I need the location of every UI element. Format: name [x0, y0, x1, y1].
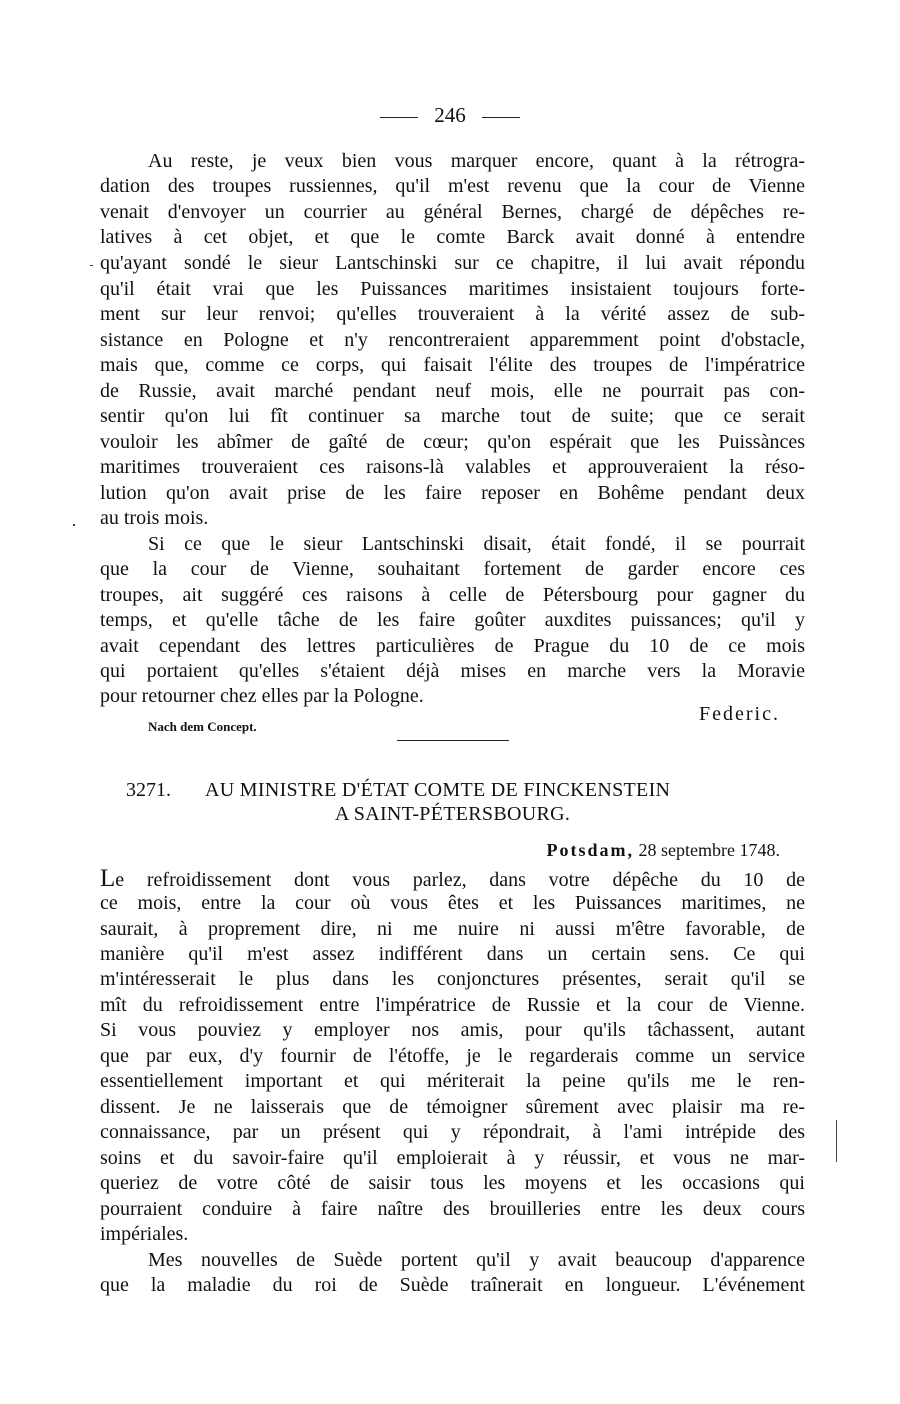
- text-line: dissent. Je ne laisserais que de témoigner sûrement avec plaisir ma re-: [100, 1096, 805, 1118]
- signature: Federic.: [699, 703, 780, 725]
- text-line: qui portaient qu'elles s'étaient déjà mises en marche vers la Moravie: [100, 660, 805, 682]
- margin-mark: [836, 1120, 837, 1162]
- text-line: qu'ayant sondé le sieur Lantschinski sur ce chapitre, il lui avait répondu: [100, 252, 805, 274]
- text-line: saurait, à proprement dire, ni me nuire ni aussi m'être favorable, de: [100, 918, 805, 940]
- text-line: Si ce que le sieur Lantschinski disait, était fondé, il se pourrait: [148, 533, 805, 555]
- source-note: Nach dem Concept.: [148, 719, 257, 734]
- text-line: Mes nouvelles de Suède portent qu'il y avait beaucoup d'apparence: [148, 1249, 805, 1271]
- text-line: soins et du savoir-faire qu'il emploierait à y réussir, et vous ne mar-: [100, 1147, 805, 1169]
- drop-capital: L: [100, 865, 116, 892]
- text-line: avait cependant des lettres particulières de Prague du 10 de ce mois: [100, 635, 805, 657]
- text-line: qu'il était vrai que les Puissances maritimes insistaient toujours forte-: [100, 278, 805, 300]
- text-line: maritimes trouveraient ces raisons-là valables et approuveraient la réso-: [100, 456, 805, 478]
- text-line: ment sur leur renvoi; qu'elles trouveraient à la vérité assez de sub-: [100, 303, 805, 325]
- text-line: connaissance, par un présent qui y répondrait, à l'ami intrépide des: [100, 1121, 805, 1143]
- text-line-rest: e refroidissement dont vous parlez, dans votre dépêche du 10 de: [115, 869, 805, 891]
- text-line: sistance en Pologne et n'y rencontreraient apparemment point d'obstacle,: [100, 329, 805, 351]
- dateline: [400, 840, 780, 861]
- text-line: mais que, comme ce corps, qui faisait l'élite des troupes de l'impératrice: [100, 354, 805, 376]
- page-number-value: 246: [434, 103, 466, 127]
- text-line: latives à cet objet, et que le comte Barck avait donné à entendre: [100, 226, 805, 248]
- text-line: lution qu'on avait prise de les faire reposer en Bohême pendant deux: [100, 482, 805, 504]
- text-line: Au reste, je veux bien vous marquer encore, quant à la rétrogra-: [148, 150, 805, 172]
- text-line: que par eux, d'y fournir de l'étoffe, je le regarderais comme un service: [100, 1045, 805, 1067]
- text-line: Si vous pouviez y employer nos amis, pour qu'ils tâchassent, autant: [100, 1019, 805, 1041]
- dateline-place: Potsdam,: [546, 840, 635, 860]
- text-line: pour retourner chez elles par la Pologne.: [100, 685, 424, 707]
- text-line: mît du refroidissement entre l'impératrice de Russie et la cour de Vienne.: [100, 994, 805, 1016]
- page-number-left-dash: [380, 117, 418, 118]
- text-line: m'intéresserait le plus dans les conjonctures présentes, serait qu'il se: [100, 968, 805, 990]
- text-line: venait d'envoyer un courrier au général Bernes, chargé de dépêches re-: [100, 201, 805, 223]
- section-divider: [397, 740, 509, 741]
- heading-recipient: AU MINISTRE D'ÉTAT COMTE DE FINCKENSTEIN: [205, 779, 671, 801]
- text-line: vouloir les abîmer de gaîté de cœur; qu'on espérait que les Puissànces: [100, 431, 805, 453]
- text-line: que la maladie du roi de Suède traînerait en longueur. L'événement: [100, 1274, 805, 1296]
- text-line: manière qu'il m'est assez indifférent dans un certain sens. Ce qui: [100, 943, 805, 965]
- text-line: de Russie, avait marché pendant neuf mois, elle ne pourrait pas con-: [100, 380, 805, 402]
- text-line: queriez de votre côté de saisir tous les moyens et les occasions qui: [100, 1172, 805, 1194]
- letter-number: 3271.: [126, 779, 171, 801]
- text-line: essentiellement important et qui mériterait la peine qu'ils me le ren-: [100, 1070, 805, 1092]
- text-line: impériales.: [100, 1223, 189, 1245]
- text-line: temps, et qu'elle tâche de les faire goûter auxdites puissances; qu'il y: [100, 609, 805, 631]
- dateline-date: 28 septembre 1748.: [638, 840, 780, 860]
- margin-speck: [90, 265, 93, 266]
- page-number: [0, 100, 900, 130]
- margin-speck: [73, 524, 75, 526]
- text-line: au trois mois.: [100, 507, 209, 529]
- text-line: dation des troupes russiennes, qu'il m'est revenu que la cour de Vienne: [100, 175, 805, 197]
- text-line: pourraient conduire à faire naître des brouilleries entre les deux cours: [100, 1198, 805, 1220]
- text-line: que la cour de Vienne, souhaitant fortement de garder encore ces: [100, 558, 805, 580]
- heading-destination: A SAINT-PÉTERSBOURG.: [334, 803, 571, 825]
- text-line: sentir qu'on lui fît continuer sa marche tout de suite; que ce serait: [100, 405, 805, 427]
- text-line: [100, 866, 805, 891]
- page-number-right-dash: [482, 117, 520, 118]
- text-line: ce mois, entre la cour où vous êtes et les Puissances maritimes, ne: [100, 892, 805, 914]
- text-line: troupes, ait suggéré ces raisons à celle de Pétersbourg pour gagner du: [100, 584, 805, 606]
